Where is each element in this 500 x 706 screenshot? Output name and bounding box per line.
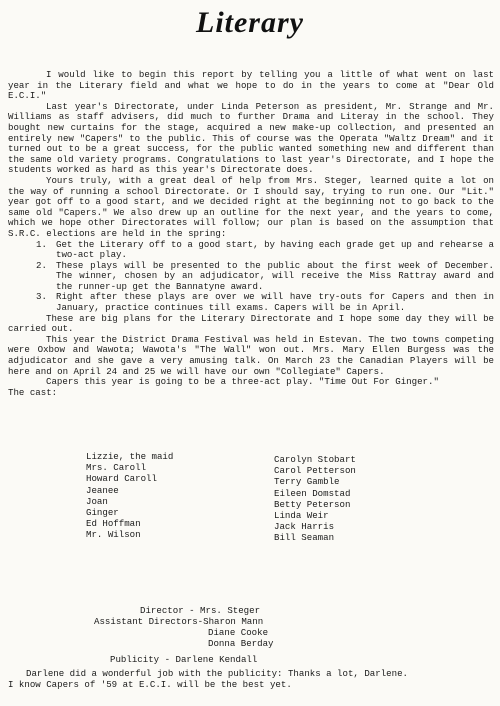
plan-item-number: 3.: [36, 291, 47, 303]
plan-item-number: 1.: [36, 238, 47, 250]
plan-item-text: Get the Literary off to a good start, by having each grade get up and rehearse a two-act play.: [56, 238, 494, 261]
cast-heading: The cast:: [8, 386, 58, 398]
report-body: [8, 70, 494, 398]
closing-line: I know Capers of '59 at E.C.I. will be the best yet.: [8, 679, 292, 690]
plan-item-number: 2.: [36, 259, 47, 271]
plan-item-text: These plays will be presented to the public about the first week of December. The winner, chosen by an adjudicator, will receive the Miss Rattray award and the runner-up get the Bannatyne award.: [56, 259, 494, 292]
page-title: Literary: [196, 6, 304, 39]
publicity-credit: Publicity - Darlene Kendall: [110, 654, 258, 665]
cast-actor: Bill Seaman: [274, 532, 335, 544]
cast-actor: Terry Gamble: [274, 476, 340, 488]
cast-actor: Linda Weir: [274, 510, 329, 522]
cast-actor: Betty Peterson: [274, 498, 351, 510]
director-credit: Director - Mrs. Steger: [140, 605, 261, 616]
cast-role: Lizzie, the maid: [86, 451, 174, 462]
assistant-director-name: Diane Cooke: [208, 627, 269, 638]
assistant-directors-credit: Assistant Directors-Sharon Mann: [94, 616, 264, 627]
capers-paragraph: Capers this year is going to be a three-act play. "Time Out For Ginger.": [46, 376, 439, 388]
cast-actors: [274, 454, 356, 544]
cast-role: Ed Hoffman: [86, 518, 141, 530]
closing-line: Darlene did a wonderful job with the publicity: Thanks a lot, Darlene.: [26, 668, 408, 679]
assistant-director-name: Donna Berday: [208, 638, 274, 649]
cast-role: Mrs. Caroll: [86, 462, 147, 474]
cast-role: Ginger: [86, 507, 119, 519]
cast-role: Joan: [86, 495, 108, 507]
cast-actor: Carolyn Stobart: [274, 454, 356, 465]
plans-paragraph: Yours truly, with a great deal of help from Mrs. Steger, learned quite a lot on the way of running a school Directorate. Or I should say, trying to run one. Our "Lit." year got off to a good start, and we decided right at the beginning not to go back to the same old "Capers." We also drew up an outline for the next year, and the years to come, which we hope other Directorates will follow; our plan is based on the assumption that S.R.C. elections are held in the spring:: [8, 174, 494, 239]
plan-list: [8, 240, 494, 314]
plan-item: [26, 261, 494, 293]
cast-actor: Eileen Domstad: [274, 487, 351, 499]
big-plans-paragraph: These are big plans for the Literary Directorate and I hope some day they will be carried out.: [8, 312, 494, 335]
cast-actor: Jack Harris: [274, 521, 335, 533]
directorate-paragraph: Last year's Directorate, under Linda Peterson as president, Mr. Strange and Mr. Williams as staff advisers, did much to further Drama and Literay in the school. They bought new curtains for the stage, acquired a new make-up collection, and presented an entirely new "Capers" to the public. This of course was the Operata "Waltz Dream" and it turned out to be a great success, for the public wanted something new and different than the same old variety programs. Congratulations to last year's Directorate, and I hope the students worked as hard as this year's Directorate does.: [8, 100, 494, 176]
plan-item: [26, 292, 494, 313]
plan-item: [26, 240, 494, 261]
cast-actor: Carol Petterson: [274, 465, 356, 477]
cast-roles: [86, 451, 173, 541]
cast-role: Mr. Wilson: [86, 529, 141, 541]
closing-notes: [8, 668, 490, 690]
drama-festival-paragraph: This year the District Drama Festival was held in Estevan. The two towns competing were Oxbow and Wawota; Wawota's "The Wall" won out. Mrs. Mary Ellen Burgess was the adjudicator and she gave a very amusing talk. On March 23 the Canadian Players will be here and on April 24 and 25 we will have our own "Collegiate" Capers.: [8, 333, 494, 377]
plan-item-text: Right after these plays are over we will have try-outs for Capers and then in January, practice continues till exams. Capers will be in April.: [56, 291, 494, 314]
cast-role: Jeanee: [86, 484, 119, 496]
intro-paragraph: I would like to begin this report by telling you a little of what went on last year in the Literary field and what we hope to do in the years to come at "Dear Old E.C.I.": [8, 69, 494, 102]
cast-role: Howard Caroll: [86, 473, 157, 485]
